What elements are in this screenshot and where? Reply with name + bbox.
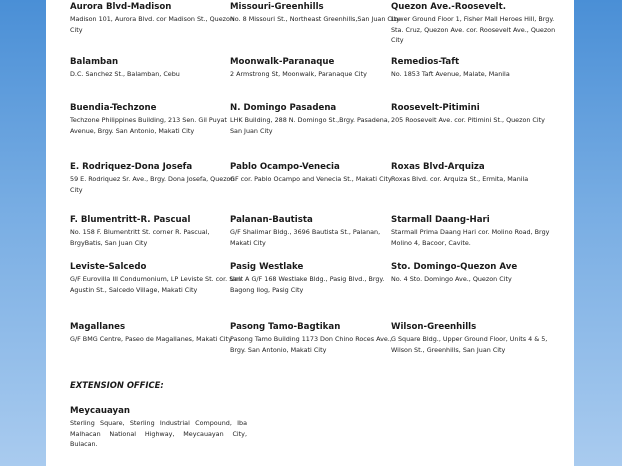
branch-address: GF cor. Pablo Ocampo and Venecia St., Makati City: [230, 175, 392, 183]
branch-name: Moonwalk-Paranaque: [230, 57, 335, 67]
branch-address: G/F Eurovilla III Condumonium, LP Leviste St. cor. San Agustin St., Salcedo Village, Makati City: [70, 275, 242, 294]
branch-address: No. 158 F. Blumentritt St. corner R. Pascual, BrgyBatis, San Juan City: [70, 228, 210, 247]
branch-entry: [70, 215, 242, 248]
branch-name: Aurora Blvd-Madison: [70, 2, 172, 12]
branch-entry: [70, 2, 242, 35]
branch-address: Starmall Prima Daang Hari cor. Molino Road, Brgy Molino 4, Bacoor, Cavite.: [391, 228, 550, 247]
branch-address: No. 4 Sto. Domingo Ave., Quezon City: [391, 275, 512, 283]
branch-entry: [70, 103, 242, 136]
branch-address: G/F BMG Centre, Paseo de Magallanes, Makati City: [70, 335, 232, 343]
branch-name: Wilson-Greenhills: [391, 322, 477, 332]
branch-entry: [391, 2, 563, 46]
branch-entry: [70, 57, 242, 80]
branch-name: Roxas Blvd-Arquiza: [391, 162, 485, 172]
branch-entry: [391, 103, 563, 126]
branch-entry: [70, 322, 242, 345]
branch-address: 205 Roosevelt Ave. cor. Pitimini St., Quezon City: [391, 116, 545, 124]
branch-entry: [230, 322, 402, 355]
branch-entry: [230, 57, 402, 80]
branch-address: No. 1853 Taft Avenue, Malate, Manila: [391, 70, 510, 78]
extension-office-heading: EXTENSION OFFICE:: [70, 380, 164, 390]
branch-name: Quezon Ave.-Roosevelt.: [391, 2, 506, 12]
branch-entry: [230, 162, 402, 185]
branch-name: Pasig Westlake: [230, 262, 304, 272]
extension-office-address: Sterling Square, Sterling Industrial Compound, Iba Malhacan National Highway, Meycauayan City, Bulacan.: [70, 419, 247, 448]
branch-address: D.C. Sanchez St., Balamban, Cebu: [70, 70, 180, 78]
branch-name: Sto. Domingo-Quezon Ave: [391, 262, 518, 272]
branch-address: No. 8 Missouri St., Northeast Greenhills,San Juan City: [230, 15, 400, 23]
branch-entry: [230, 103, 402, 136]
branch-name: Remedios-Taft: [391, 57, 460, 67]
branch-entry: [391, 322, 563, 355]
branch-name: Buendia-Techzone: [70, 103, 157, 113]
branch-name: N. Domingo Pasadena: [230, 103, 337, 113]
branch-address: Techzone Philippines Building, 213 Sen. Gil Puyat Avenue, Brgy. San Antonio, Makati City: [70, 116, 227, 135]
extension-office-entry: [70, 406, 247, 450]
branch-name: F. Blumentritt-R. Pascual: [70, 215, 191, 225]
branch-name: Leviste-Salcedo: [70, 262, 147, 272]
branch-address: Lower Ground Floor 1, Fisher Mall Heroes Hill, Brgy. Sta. Cruz, Quezon Ave. cor. Roosevelt Ave., Quezon City: [391, 15, 556, 44]
branch-entry: [391, 57, 563, 80]
branch-name: E. Rodriquez-Dona Josefa: [70, 162, 193, 172]
branch-name: Palanan-Bautista: [230, 215, 313, 225]
branch-entry: [230, 215, 402, 248]
branch-entry: [391, 262, 563, 285]
branch-address: Roxas Blvd. cor. Arquiza St., Ermita, Manila: [391, 175, 529, 183]
branch-entry: [70, 262, 242, 295]
branch-address: Pasong Tamo Building 1173 Don Chino Roces Ave., Brgy. San Antonio, Makati City: [230, 335, 392, 354]
branch-name: Starmall Daang-Hari: [391, 215, 490, 225]
branch-address: G Square Bldg., Upper Ground Floor, Units 4 & 5, Wilson St., Greenhills, San Juan City: [391, 335, 548, 354]
branch-entry: [230, 2, 402, 25]
branch-name: Missouri-Greenhills: [230, 2, 324, 12]
branch-address: 2 Armstrong St, Moonwalk, Paranaque City: [230, 70, 367, 78]
branch-address: 59 E. Rodriquez Sr. Ave., Brgy. Dona Josefa, Quezon City: [70, 175, 235, 194]
branch-directory-page: [46, 0, 574, 466]
branch-address: G/F Shalimar Bldg., 3696 Bautista St., Palanan, Makati City: [230, 228, 381, 247]
branch-name: Pasong Tamo-Bagtikan: [230, 322, 341, 332]
branch-entry: [391, 215, 563, 248]
branch-address: LHK Building, 288 N. Domingo St.,Brgy. Pasadena, San Juan City: [230, 116, 390, 135]
branch-entry: [391, 162, 563, 185]
branch-name: Roosevelt-Pitimini: [391, 103, 480, 113]
extension-office-name: Meycauayan: [70, 406, 131, 416]
branch-name: Balamban: [70, 57, 119, 67]
branch-address: Madison 101, Aurora Blvd. cor Madison St., Quezon City: [70, 15, 234, 34]
branch-name: Pablo Ocampo-Venecia: [230, 162, 340, 172]
branch-entry: [230, 262, 402, 295]
branch-address: Unit A G/F 168 Westlake Bldg., Pasig Blvd., Brgy. Bagong Ilog, Pasig City: [230, 275, 385, 294]
branch-name: Magallanes: [70, 322, 126, 332]
branch-entry: [70, 162, 242, 195]
